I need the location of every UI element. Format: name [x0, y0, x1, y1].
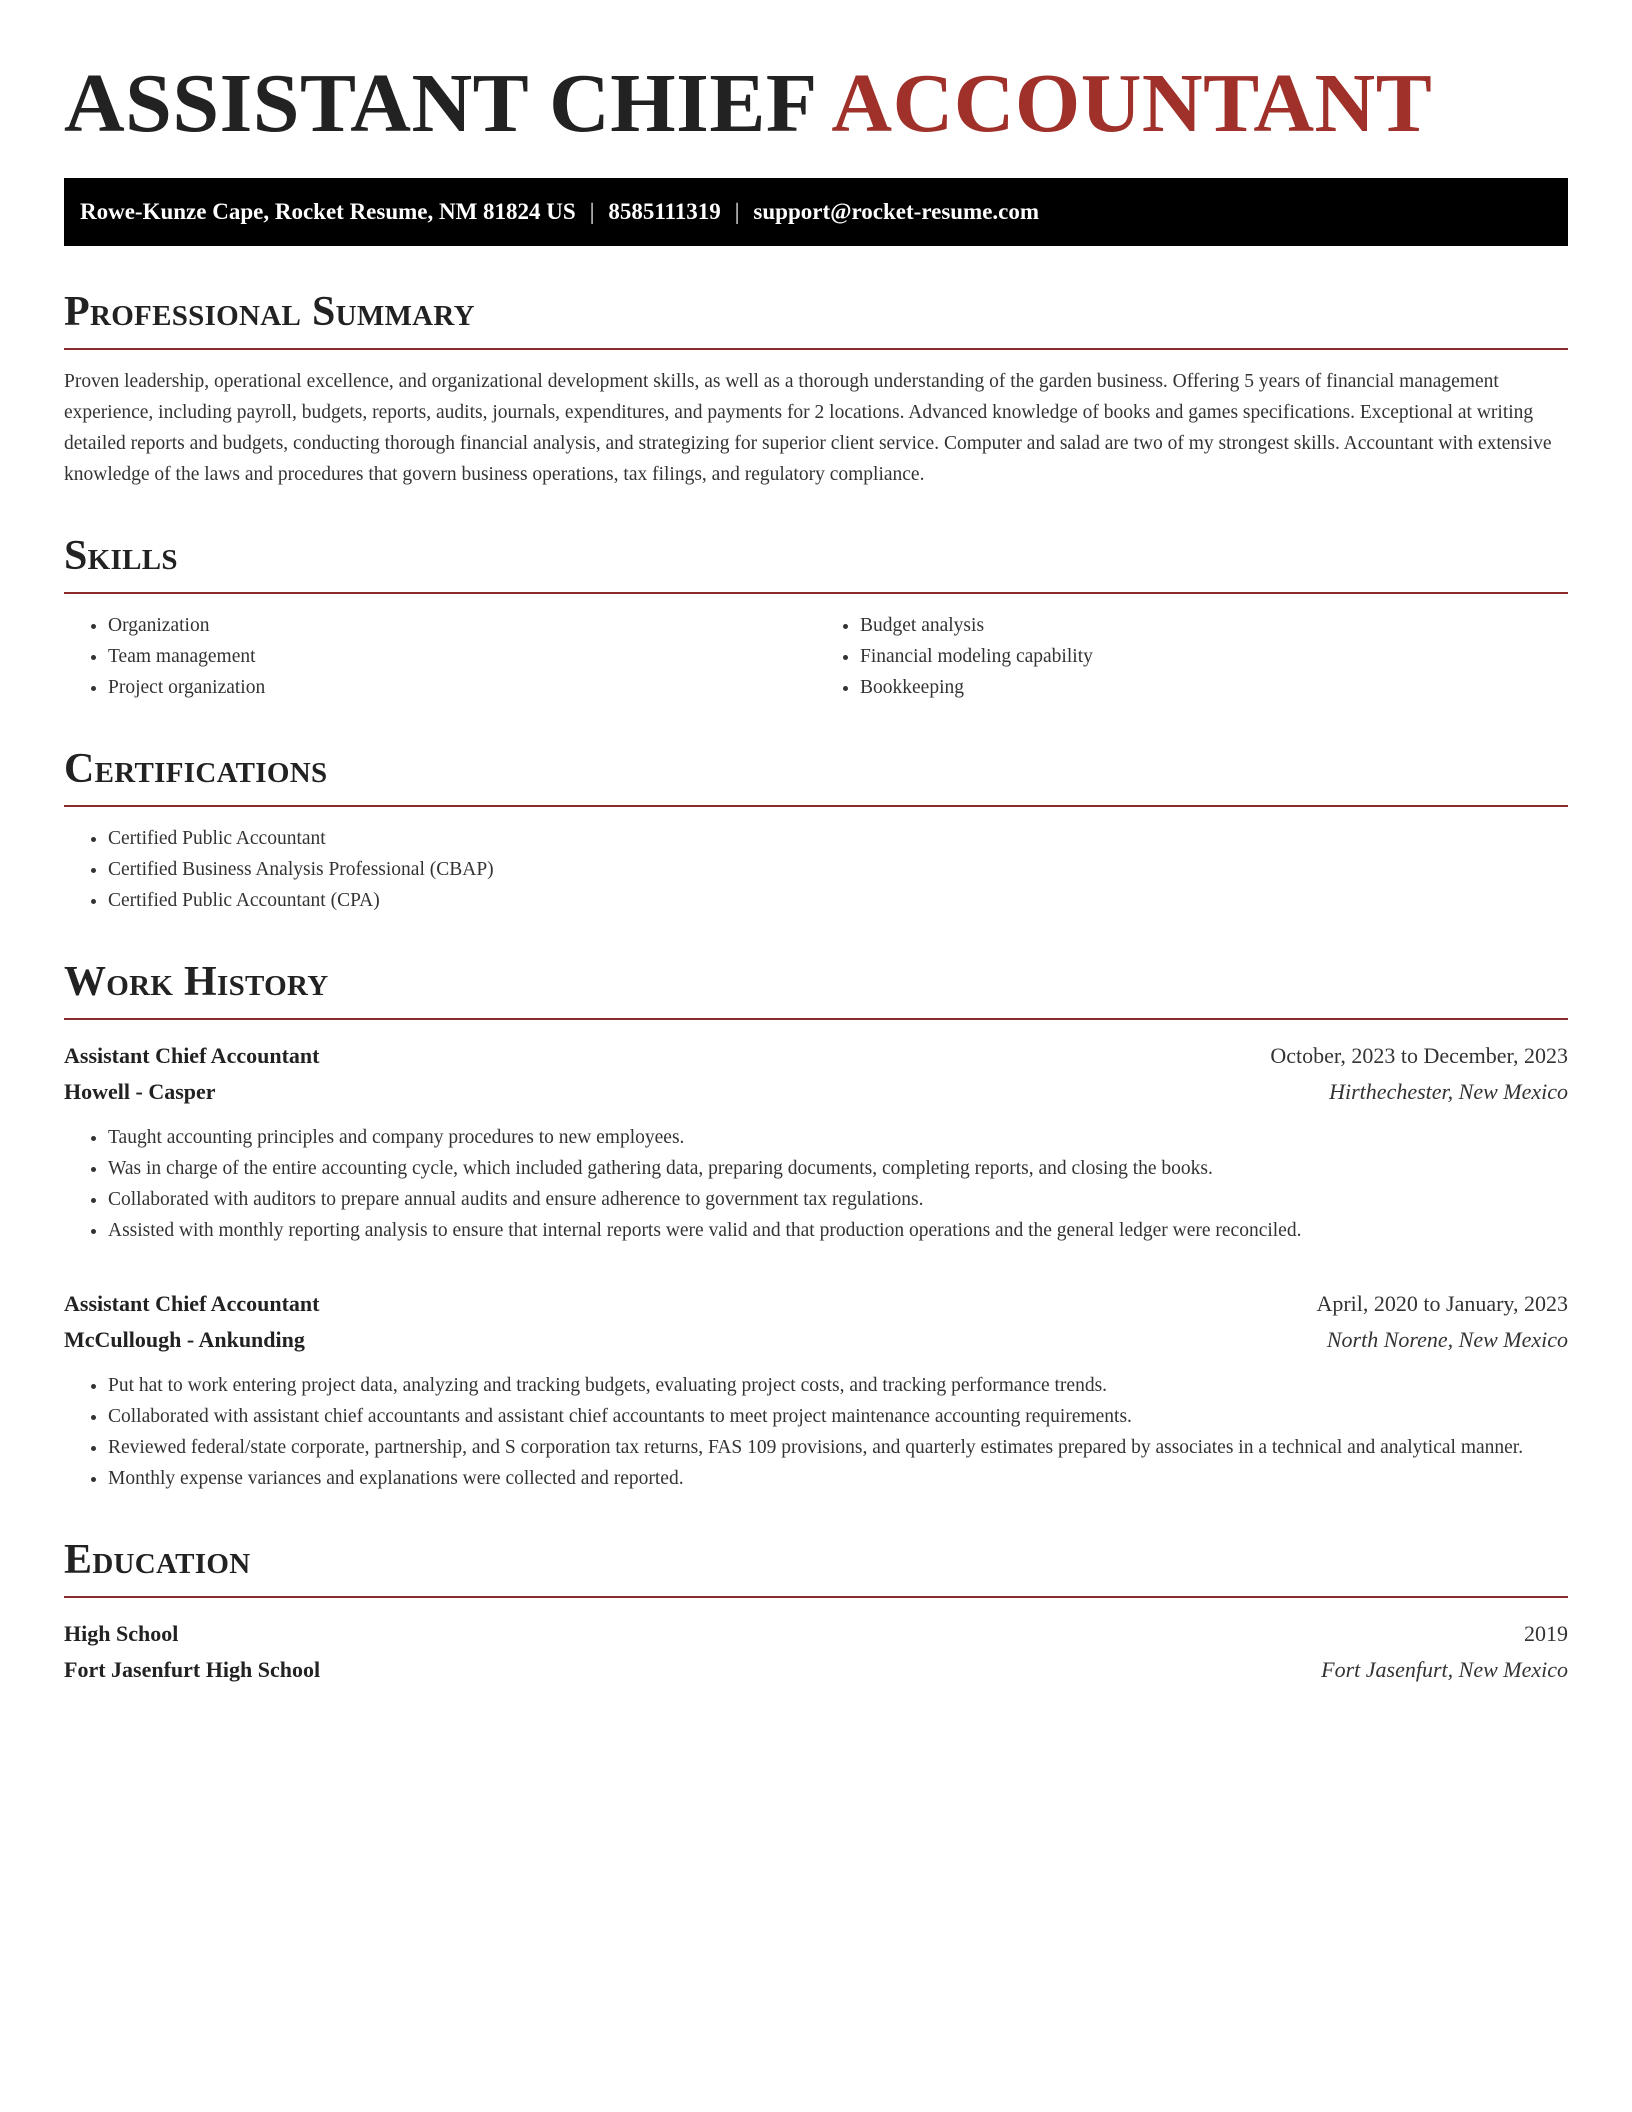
skill-item: • Organization	[108, 610, 816, 641]
title-part-2-accent: ACCOUNTANT	[831, 57, 1433, 150]
summary-text: Proven leadership, operational excellence, and organizational development skills, as well as a thorough understanding of the garden business. Offering 5 years of financial management experience, including payroll, budgets, reports, audits, journals, expenditures, and payments for 2 locations. Advanced knowledge of books and games specifications. Exceptional at writing detailed reports and budgets, conducting thorough financial analysis, and strategizing for superior client service. Computer and salad are two of my strongest skills. Accountant with extensive knowledge of the laws and procedures that govern business operations, tax filings, and regulatory compliance.	[64, 371, 1552, 485]
skills-list-left	[64, 610, 816, 703]
skills-heading: Skills	[64, 534, 1568, 594]
certifications-section	[64, 747, 1568, 916]
work-history-heading: Work History	[64, 960, 1568, 1020]
education-heading: Education	[64, 1538, 1568, 1598]
skills-list-right	[816, 610, 1568, 703]
skill-item: • Financial modeling capability	[860, 641, 1568, 672]
skill-item: • Team management	[108, 641, 816, 672]
job-title-row	[64, 1286, 1568, 1322]
job-location: Hirthechester, New Mexico	[1329, 1079, 1568, 1104]
job-bullets	[64, 1122, 1568, 1246]
certification-item: • Certified Business Analysis Professional (CBAP)	[108, 854, 1568, 885]
skills-section	[64, 534, 1568, 703]
contact-email[interactable]: support@rocket-resume.com	[753, 199, 1040, 224]
certifications-heading: Certifications	[64, 747, 1568, 807]
job-bullet: • Was in charge of the entire accounting cycle, which included gathering data, preparing documents, completing reports, and closing the books.	[108, 1153, 1568, 1184]
certifications-list	[64, 823, 1568, 916]
job-title: Assistant Chief Accountant	[64, 1291, 320, 1316]
job-bullet: • Assisted with monthly reporting analysis to ensure that internal reports were valid and that production operations and the general ledger were reconciled.	[108, 1215, 1568, 1246]
skill-item: • Budget analysis	[860, 610, 1568, 641]
contact-bar	[64, 178, 1568, 246]
education-degree: High School	[64, 1621, 179, 1646]
job-company: Howell - Casper	[64, 1079, 216, 1104]
job-bullet: • Collaborated with assistant chief accountants and assistant chief accountants to meet project maintenance accounting requirements.	[108, 1401, 1568, 1432]
job-bullet: • Reviewed federal/state corporate, partnership, and S corporation tax returns, FAS 109 provisions, and quarterly estimates prepared by associates in a technical and analytical manner.	[108, 1432, 1568, 1463]
job-bullet: • Taught accounting principles and company procedures to new employees.	[108, 1122, 1568, 1153]
certification-item: • Certified Public Accountant	[108, 823, 1568, 854]
certification-item: • Certified Public Accountant (CPA)	[108, 885, 1568, 916]
job-dates: October, 2023 to December, 2023	[1270, 1043, 1568, 1068]
job-bullets	[64, 1370, 1568, 1494]
title-part-1: ASSISTANT CHIEF	[64, 57, 815, 150]
job-dates: April, 2020 to January, 2023	[1316, 1291, 1568, 1316]
job-location: North Norene, New Mexico	[1326, 1327, 1568, 1352]
education-location: Fort Jasenfurt, New Mexico	[1321, 1657, 1568, 1682]
education-entry	[64, 1616, 1568, 1688]
contact-address: Rowe-Kunze Cape, Rocket Resume, NM 81824 US	[80, 199, 576, 224]
contact-separator: |	[589, 199, 595, 224]
job-company: McCullough - Ankunding	[64, 1327, 305, 1352]
education-degree-row	[64, 1616, 1568, 1652]
work-history-section	[64, 960, 1568, 1494]
contact-phone[interactable]: 8585111319	[608, 199, 721, 224]
education-section	[64, 1538, 1568, 1688]
education-year: 2019	[1524, 1621, 1568, 1646]
summary-heading: Professional Summary	[64, 290, 1568, 350]
job-bullet: • Collaborated with auditors to prepare annual audits and ensure adherence to government tax regulations.	[108, 1184, 1568, 1215]
contact-separator: |	[734, 199, 740, 224]
job-entry	[64, 1286, 1568, 1494]
resume-title	[64, 54, 1568, 154]
job-company-row	[64, 1074, 1568, 1110]
job-title-row	[64, 1038, 1568, 1074]
skills-grid	[64, 610, 1568, 703]
job-company-row	[64, 1322, 1568, 1358]
job-entry	[64, 1038, 1568, 1246]
skill-item: • Bookkeeping	[860, 672, 1568, 703]
education-school-row	[64, 1652, 1568, 1688]
job-bullet: • Put hat to work entering project data, analyzing and tracking budgets, evaluating project costs, and tracking performance trends.	[108, 1370, 1568, 1401]
job-bullet: • Monthly expense variances and explanations were collected and reported.	[108, 1463, 1568, 1494]
job-title: Assistant Chief Accountant	[64, 1043, 320, 1068]
skill-item: • Project organization	[108, 672, 816, 703]
education-school: Fort Jasenfurt High School	[64, 1657, 321, 1682]
summary-section	[64, 290, 1568, 490]
